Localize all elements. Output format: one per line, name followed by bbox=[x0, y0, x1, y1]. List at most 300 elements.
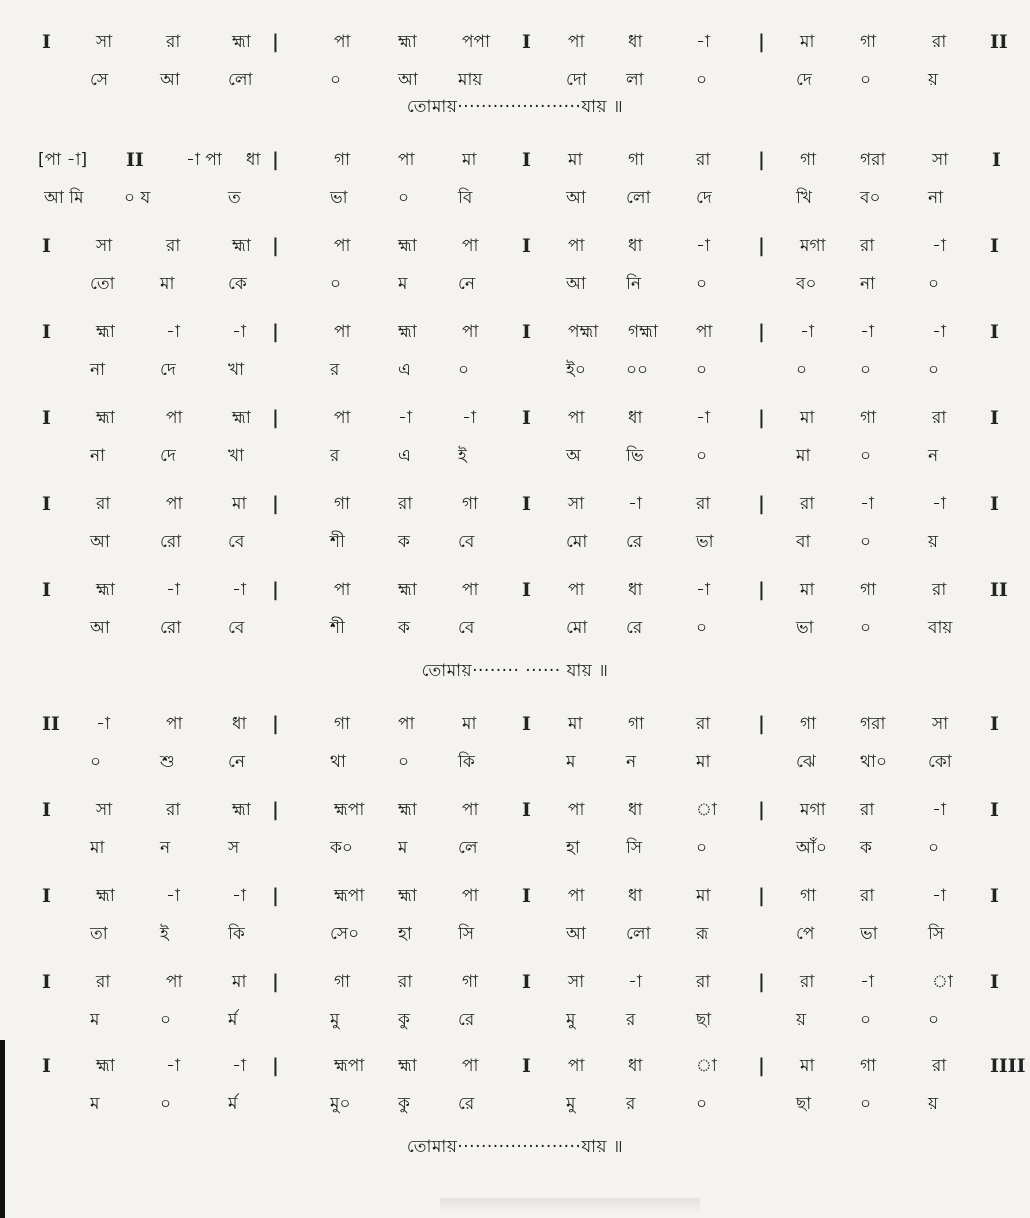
bar-line: I bbox=[990, 799, 999, 821]
lyric-syllable: বায় bbox=[928, 618, 953, 638]
swara-note: হ্মা bbox=[232, 32, 251, 52]
lyric-row bbox=[0, 354, 1030, 386]
lyric-syllable: ০ bbox=[860, 1010, 872, 1030]
swara-note: পা bbox=[568, 1056, 585, 1076]
lyric-syllable: ই bbox=[160, 924, 169, 944]
notation-row bbox=[0, 488, 1030, 520]
bar-line: | bbox=[758, 321, 765, 343]
swara-note: গা bbox=[800, 714, 817, 734]
swara-note: পা bbox=[166, 714, 183, 734]
lyric-syllable: লে bbox=[458, 838, 478, 858]
lyric-syllable: পে bbox=[796, 924, 815, 944]
swara-note: রা bbox=[696, 150, 711, 170]
lyric-syllable: রূ bbox=[696, 924, 709, 944]
bar-line: | bbox=[272, 971, 279, 993]
swara-note: -া bbox=[166, 580, 180, 600]
bar-line: I bbox=[522, 885, 531, 907]
swara-note: -া bbox=[166, 1056, 180, 1076]
swara-note: গহ্মা bbox=[628, 322, 658, 342]
swara-note: -া bbox=[462, 408, 476, 428]
swara-note: রা bbox=[860, 886, 875, 906]
lyric-syllable: মু bbox=[566, 1094, 576, 1114]
bar-line: | bbox=[758, 407, 765, 429]
bar-line: I bbox=[42, 321, 51, 343]
lyric-syllable: ক bbox=[860, 838, 872, 858]
lyric-row bbox=[0, 612, 1030, 644]
bar-line: I bbox=[42, 407, 51, 429]
bar-line: I bbox=[522, 407, 531, 429]
lyric-syllable: আ bbox=[160, 70, 180, 90]
lyric-syllable: ব০ bbox=[860, 188, 881, 208]
bar-line: I bbox=[990, 493, 999, 515]
bar-line: | bbox=[272, 31, 279, 53]
bar-line: I bbox=[522, 321, 531, 343]
bar-line: I bbox=[42, 971, 51, 993]
lyric-syllable: মায় bbox=[458, 70, 483, 90]
swara-note: হ্মা bbox=[232, 236, 251, 256]
lyric-syllable: ০ bbox=[696, 360, 708, 380]
lyric-syllable: ০ bbox=[696, 838, 708, 858]
lyric-syllable: ০ bbox=[696, 70, 708, 90]
swara-note: পা bbox=[166, 972, 183, 992]
lyric-syllable: ভি bbox=[626, 446, 644, 466]
swara-note: রা bbox=[932, 32, 947, 52]
lyric-syllable: বে bbox=[458, 618, 475, 638]
bar-line: | bbox=[758, 1055, 765, 1077]
lyric-syllable: ০ bbox=[398, 188, 410, 208]
bar-line: | bbox=[758, 579, 765, 601]
lyric-syllable: ০ bbox=[458, 360, 470, 380]
swara-note: -া bbox=[932, 236, 946, 256]
swara-note: পা bbox=[166, 408, 183, 428]
bar-line: I bbox=[42, 235, 51, 257]
lyric-syllable: এ bbox=[398, 360, 411, 380]
swara-note: পা bbox=[462, 800, 479, 820]
lyric-syllable: খা bbox=[228, 360, 245, 380]
bar-line: I bbox=[522, 493, 531, 515]
swara-note: পা bbox=[462, 1056, 479, 1076]
notation-row bbox=[0, 708, 1030, 740]
swara-note: পা bbox=[462, 886, 479, 906]
swara-note: ধা bbox=[232, 714, 247, 734]
swara-note: পা bbox=[568, 408, 585, 428]
lyric-row bbox=[0, 1004, 1030, 1036]
swara-note: হ্মা bbox=[96, 322, 115, 342]
lyric-syllable: ঝে bbox=[796, 752, 816, 772]
swara-note: হ্মা bbox=[96, 1056, 115, 1076]
lyric-syllable: হা bbox=[566, 838, 580, 858]
lyric-syllable: রো bbox=[160, 618, 182, 638]
swara-note: সা bbox=[568, 494, 585, 514]
swara-note: হ্মা bbox=[398, 580, 417, 600]
swara-note: -া bbox=[232, 580, 246, 600]
swara-note: রা bbox=[166, 236, 181, 256]
bar-line: I bbox=[42, 579, 51, 601]
lyric-syllable: ক bbox=[398, 618, 410, 638]
swara-note: ধা bbox=[628, 580, 643, 600]
swara-note: -া bbox=[932, 494, 946, 514]
bar-line: | bbox=[758, 971, 765, 993]
swara-note: গা bbox=[334, 494, 351, 514]
bar-line: | bbox=[758, 235, 765, 257]
lyric-syllable: ন bbox=[626, 752, 637, 772]
bar-line: I bbox=[990, 321, 999, 343]
bar-line: II bbox=[990, 579, 1008, 601]
refrain-line: তোমায়········ ······ যায় ॥ bbox=[421, 661, 609, 681]
swara-note: সা bbox=[932, 150, 949, 170]
swara-note: -া bbox=[860, 322, 874, 342]
lyric-syllable: মু bbox=[566, 1010, 576, 1030]
lyric-syllable: ০০ bbox=[626, 360, 649, 380]
swara-note: রা bbox=[932, 1056, 947, 1076]
swara-note: মা bbox=[696, 886, 711, 906]
bar-line: I bbox=[992, 149, 1001, 171]
lyric-syllable: ই০ bbox=[566, 360, 586, 380]
swara-note: -া bbox=[232, 886, 246, 906]
lyric-syllable: আঁ০ bbox=[796, 838, 827, 858]
swara-note: -া bbox=[166, 886, 180, 906]
lyric-syllable: সি bbox=[626, 838, 643, 858]
bar-line: I bbox=[990, 713, 999, 735]
lyric-syllable: না bbox=[90, 360, 106, 380]
swara-note: সা bbox=[96, 236, 113, 256]
swara-note: পা bbox=[334, 322, 351, 342]
swara-note: পা bbox=[334, 580, 351, 600]
notation-row bbox=[0, 574, 1030, 606]
bar-line: | bbox=[272, 235, 279, 257]
swara-note: হ্মপা bbox=[334, 1056, 365, 1076]
lyric-syllable: আ bbox=[566, 188, 586, 208]
swara-note: মা bbox=[800, 1056, 815, 1076]
swara-note: পা bbox=[568, 236, 585, 256]
swara-note: া bbox=[696, 800, 717, 820]
lyric-syllable: ম bbox=[90, 1094, 100, 1114]
swara-note: মগা bbox=[800, 800, 826, 820]
lyric-syllable: ক০ bbox=[330, 838, 353, 858]
bar-line: I bbox=[990, 885, 999, 907]
swara-note: গরা bbox=[860, 150, 886, 170]
swara-note: হ্মা bbox=[96, 408, 115, 428]
lyric-syllable: ত bbox=[228, 188, 241, 208]
swara-note: া bbox=[932, 972, 953, 992]
lyric-syllable: ০ য bbox=[124, 188, 151, 208]
lyric-syllable: আ মি bbox=[44, 188, 84, 208]
swara-note: হ্মা bbox=[398, 236, 417, 256]
swara-note: -া bbox=[696, 408, 710, 428]
swara-note: রা bbox=[96, 972, 111, 992]
swara-note: গা bbox=[800, 150, 817, 170]
page-edge-shadow bbox=[0, 1040, 5, 1218]
swara-note: ধা bbox=[628, 408, 643, 428]
swara-note: -া bbox=[932, 886, 946, 906]
lyric-syllable: কো bbox=[928, 752, 952, 772]
bar-line: I bbox=[42, 885, 51, 907]
notation-row bbox=[0, 966, 1030, 998]
lyric-syllable: ম bbox=[398, 274, 408, 294]
lyric-syllable: র্ম bbox=[228, 1010, 238, 1030]
swara-note: সা bbox=[932, 714, 949, 734]
swara-note: মা bbox=[800, 408, 815, 428]
lyric-row bbox=[0, 1088, 1030, 1120]
lyric-syllable: না bbox=[90, 446, 106, 466]
swara-note: হ্মা bbox=[96, 580, 115, 600]
swara-note: মা bbox=[800, 580, 815, 600]
swara-note: গা bbox=[628, 150, 645, 170]
bar-line: I bbox=[42, 799, 51, 821]
swara-note: ধা bbox=[246, 150, 261, 170]
swara-note: হ্মপা bbox=[334, 886, 365, 906]
notation-row bbox=[0, 26, 1030, 58]
swara-note: পা bbox=[398, 150, 415, 170]
lyric-syllable: মা bbox=[160, 274, 175, 294]
swara-note: পা bbox=[398, 714, 415, 734]
lyric-syllable: ভা bbox=[796, 618, 814, 638]
swara-note: গা bbox=[334, 714, 351, 734]
lyric-syllable: র bbox=[330, 446, 340, 466]
bar-line: IIII bbox=[990, 1055, 1026, 1077]
swara-note: সা bbox=[568, 972, 585, 992]
notation-row bbox=[0, 402, 1030, 434]
swara-note: -া bbox=[860, 972, 874, 992]
swara-note: পা bbox=[568, 580, 585, 600]
lyric-syllable: ছা bbox=[696, 1010, 712, 1030]
swara-note: রা bbox=[696, 714, 711, 734]
lyric-syllable: রে bbox=[458, 1010, 475, 1030]
lyric-syllable: খা bbox=[228, 446, 245, 466]
lyric-syllable: র bbox=[330, 360, 340, 380]
swara-note: গা bbox=[800, 886, 817, 906]
swara-note: মা bbox=[800, 32, 815, 52]
lyric-syllable: র্ম bbox=[228, 1094, 238, 1114]
lyric-syllable: থা০ bbox=[860, 752, 887, 772]
bar-line: I bbox=[42, 31, 51, 53]
bar-line: | bbox=[758, 885, 765, 907]
lyric-syllable: না bbox=[928, 188, 944, 208]
swara-note: গা bbox=[860, 32, 877, 52]
swara-note: হ্মা bbox=[232, 408, 251, 428]
swara-note: পহ্মা bbox=[568, 322, 599, 342]
bar-line: | bbox=[272, 713, 279, 735]
swara-note: -া bbox=[232, 322, 246, 342]
lyric-syllable: ০ bbox=[860, 618, 872, 638]
lyric-row bbox=[0, 64, 1030, 96]
lyric-syllable: ০ bbox=[90, 752, 102, 772]
bar-line: | bbox=[272, 493, 279, 515]
lyric-syllable: লো bbox=[626, 188, 651, 208]
lyric-syllable: ম bbox=[398, 838, 408, 858]
swara-note: রা bbox=[800, 972, 815, 992]
lyric-syllable: রে bbox=[626, 618, 643, 638]
swara-note: সা bbox=[96, 32, 113, 52]
swara-note: পা bbox=[462, 580, 479, 600]
swara-note: পা bbox=[696, 322, 713, 342]
lyric-syllable: ০ bbox=[860, 360, 872, 380]
lyric-syllable: নে bbox=[458, 274, 476, 294]
lyric-syllable: লো bbox=[626, 924, 651, 944]
lyric-row bbox=[0, 440, 1030, 472]
swara-note: হ্মা bbox=[232, 800, 251, 820]
swara-note: পা bbox=[568, 800, 585, 820]
bar-line: | bbox=[758, 31, 765, 53]
lyric-syllable: মু bbox=[330, 1010, 340, 1030]
swara-note: -া bbox=[932, 322, 946, 342]
lyric-syllable: মো bbox=[566, 532, 588, 552]
lyric-syllable: য় bbox=[928, 532, 939, 552]
bar-line: | bbox=[272, 1055, 279, 1077]
swara-note: রা bbox=[166, 32, 181, 52]
swara-note: পপা bbox=[462, 32, 491, 52]
bar-line: I bbox=[522, 579, 531, 601]
bar-line: | bbox=[272, 321, 279, 343]
swara-note: সা bbox=[96, 800, 113, 820]
lyric-syllable: রে bbox=[626, 532, 643, 552]
lyric-syllable: মা bbox=[796, 446, 811, 466]
swara-note: গা bbox=[462, 494, 479, 514]
lyric-syllable: স bbox=[228, 838, 240, 858]
lyric-syllable: মা bbox=[90, 838, 105, 858]
lyric-syllable: লা bbox=[626, 70, 644, 90]
swara-note: হ্মা bbox=[398, 322, 417, 342]
swara-note: গা bbox=[334, 972, 351, 992]
swara-note: রা bbox=[398, 972, 413, 992]
lyric-syllable: হা bbox=[398, 924, 412, 944]
lyric-syllable: ০ bbox=[860, 70, 872, 90]
lyric-syllable: ০ bbox=[330, 274, 342, 294]
swara-note: -া পা bbox=[186, 150, 222, 170]
lyric-syllable: ন bbox=[928, 446, 939, 466]
lyric-syllable: আ bbox=[90, 618, 110, 638]
lyric-syllable: য় bbox=[928, 70, 939, 90]
lyric-syllable: ০ bbox=[330, 70, 342, 90]
lyric-syllable: ভা bbox=[860, 924, 878, 944]
lyric-row bbox=[0, 832, 1030, 864]
lyric-syllable: লো bbox=[228, 70, 253, 90]
lyric-syllable: নে bbox=[228, 752, 246, 772]
lyric-syllable: কু bbox=[398, 1094, 410, 1114]
bar-line: I bbox=[522, 971, 531, 993]
swara-note: রা bbox=[800, 494, 815, 514]
bar-line: I bbox=[990, 407, 999, 429]
lyric-syllable: কি bbox=[228, 924, 245, 944]
swara-note: হ্মা bbox=[96, 886, 115, 906]
swara-note: -া bbox=[166, 322, 180, 342]
refrain-line: তোমায়·····················যায় ॥ bbox=[406, 97, 624, 117]
lyric-syllable: ক bbox=[398, 532, 410, 552]
bar-line: I bbox=[522, 235, 531, 257]
swara-note: মগা bbox=[800, 236, 826, 256]
swara-note: ধা bbox=[628, 236, 643, 256]
lyric-syllable: আ bbox=[90, 532, 110, 552]
footer-smudge bbox=[440, 1198, 700, 1214]
bar-line: I bbox=[522, 799, 531, 821]
bar-line: I bbox=[42, 493, 51, 515]
lyric-syllable: বা bbox=[796, 532, 811, 552]
lyric-syllable: ম bbox=[90, 1010, 100, 1030]
notation-row bbox=[0, 880, 1030, 912]
swara-note: া bbox=[696, 1056, 717, 1076]
swara-note: হ্মপা bbox=[334, 800, 365, 820]
swara-note: ধা bbox=[628, 1056, 643, 1076]
lyric-syllable: দে bbox=[696, 188, 712, 208]
swara-note: -া bbox=[628, 494, 642, 514]
lyric-syllable: সি bbox=[928, 924, 945, 944]
bar-line: | bbox=[758, 493, 765, 515]
lyric-syllable: য় bbox=[928, 1094, 939, 1114]
lyric-syllable: ০ bbox=[696, 618, 708, 638]
lyric-syllable: শু bbox=[160, 752, 175, 772]
swara-note: ধা bbox=[628, 886, 643, 906]
bar-line: I bbox=[42, 1055, 51, 1077]
lyric-syllable: কু bbox=[398, 1010, 410, 1030]
swara-note: পা bbox=[462, 322, 479, 342]
swara-note: পা bbox=[568, 32, 585, 52]
lyric-syllable: ০ bbox=[928, 360, 940, 380]
lyric-syllable: দে bbox=[160, 446, 176, 466]
swara-note: গরা bbox=[860, 714, 886, 734]
swara-note: -া bbox=[696, 236, 710, 256]
lyric-syllable: মো bbox=[566, 618, 588, 638]
swara-note: মা bbox=[462, 714, 477, 734]
bar-line: | bbox=[272, 407, 279, 429]
bar-line: II bbox=[42, 713, 60, 735]
bar-line: II bbox=[990, 31, 1008, 53]
swara-note: পা bbox=[334, 408, 351, 428]
swara-note: -া bbox=[932, 800, 946, 820]
bar-line: | bbox=[272, 579, 279, 601]
notation-row bbox=[0, 794, 1030, 826]
lyric-syllable: রো bbox=[160, 532, 182, 552]
swara-note: রা bbox=[932, 580, 947, 600]
swara-note: হ্মা bbox=[398, 1056, 417, 1076]
lyric-syllable: শী bbox=[330, 532, 345, 552]
lyric-syllable: ভা bbox=[330, 188, 348, 208]
lyric-syllable: ০ bbox=[796, 360, 808, 380]
lyric-syllable: এ bbox=[398, 446, 411, 466]
lyric-syllable: ০ bbox=[928, 274, 940, 294]
lyric-syllable: ০ bbox=[160, 1010, 172, 1030]
lyric-syllable: তো bbox=[90, 274, 115, 294]
swara-note: [পা -া] bbox=[38, 150, 88, 170]
swara-note: গা bbox=[462, 972, 479, 992]
swara-note: পা bbox=[334, 236, 351, 256]
bar-line: I bbox=[990, 235, 999, 257]
bar-line: I bbox=[522, 713, 531, 735]
lyric-row bbox=[0, 268, 1030, 300]
swara-note: গা bbox=[334, 150, 351, 170]
lyric-syllable: মু০ bbox=[330, 1094, 351, 1114]
lyric-syllable: ব০ bbox=[796, 274, 817, 294]
swara-note: রা bbox=[166, 800, 181, 820]
lyric-syllable: থা bbox=[330, 752, 346, 772]
lyric-syllable: ন bbox=[160, 838, 171, 858]
swara-note: পা bbox=[462, 236, 479, 256]
swara-note: রা bbox=[932, 408, 947, 428]
lyric-syllable: বে bbox=[228, 618, 245, 638]
lyric-syllable: তা bbox=[90, 924, 108, 944]
bar-line: | bbox=[758, 713, 765, 735]
bar-line: I bbox=[990, 971, 999, 993]
lyric-syllable: সে০ bbox=[330, 924, 360, 944]
lyric-syllable: বে bbox=[458, 532, 475, 552]
swara-note: পা bbox=[568, 886, 585, 906]
swara-note: ধা bbox=[628, 32, 643, 52]
swara-note: গা bbox=[860, 1056, 877, 1076]
lyric-syllable: ০ bbox=[696, 1094, 708, 1114]
lyric-row bbox=[0, 746, 1030, 778]
lyric-syllable: ০ bbox=[860, 1094, 872, 1114]
bar-line: | bbox=[272, 799, 279, 821]
swara-note: মা bbox=[232, 494, 247, 514]
